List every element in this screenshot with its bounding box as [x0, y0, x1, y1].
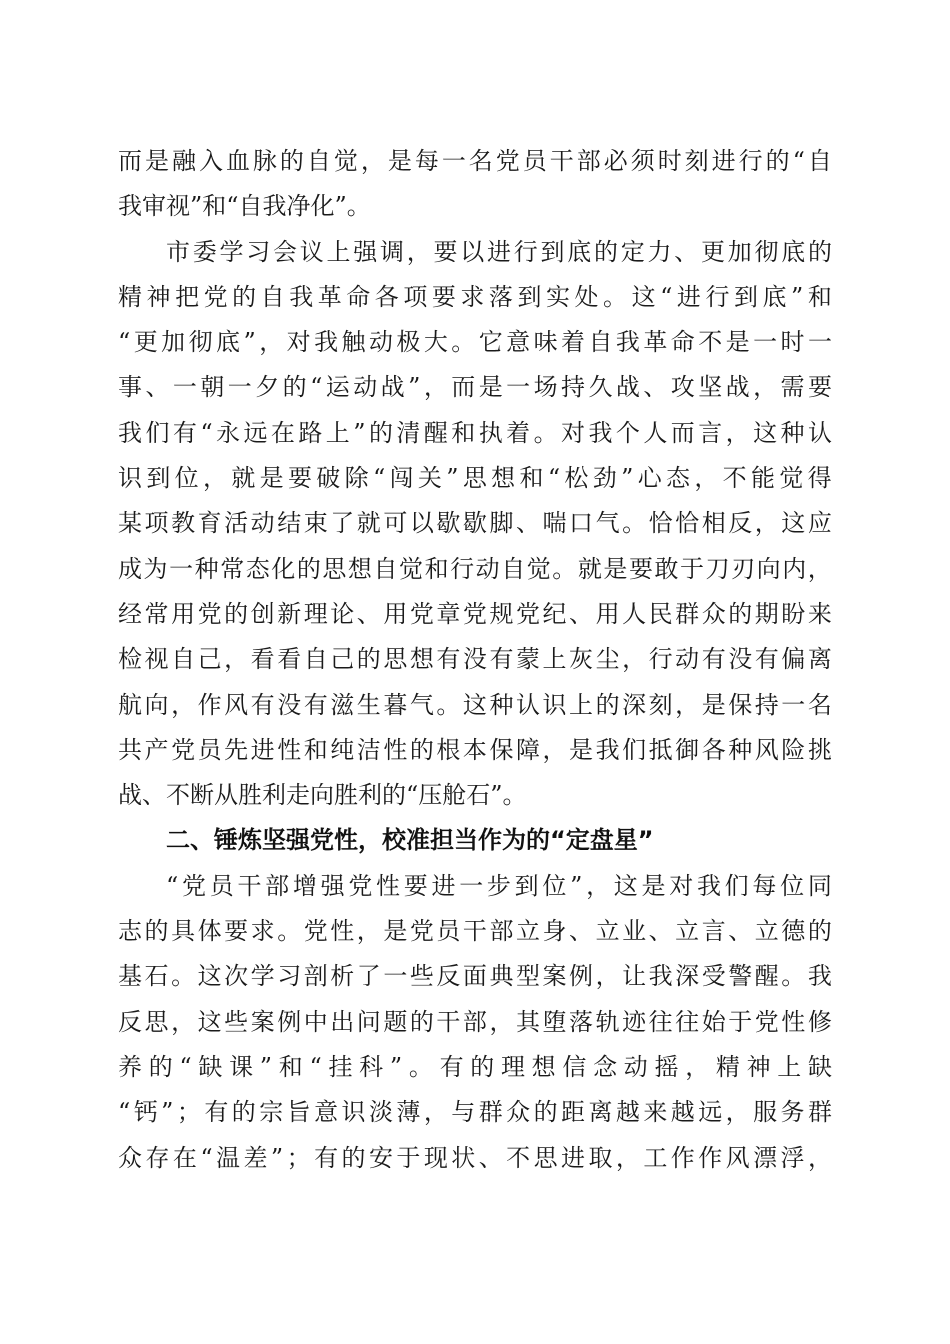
document-body [118, 139, 832, 1181]
text-line: 事 、 一 朝 一 夕 的 “ 运 动 战 ” ， 而 是 一 场 持 久 战 、 攻 坚 战 ， 需 要 [118, 373, 832, 402]
text-line: 战、不断从胜利走向胜利的“压舱石”。 [118, 781, 527, 810]
text-line: “ 钙 ” ； 有 的 宗 旨 意 识 淡 薄 ， 与 群 众 的 距 离 越 来 越 远 ， 服 务 群 [118, 1098, 832, 1127]
text-line: 养 的 “ 缺 课 ” 和 “ 挂 科 ” 。 有 的 理 想 信 念 动 摇 ， 精 神 上 缺 [118, 1052, 832, 1081]
text-line: 航 向 ， 作 风 有 没 有 滋 生 暮 气 。 这 种 认 识 上 的 深 刻 ， 是 保 持 一 名 [118, 690, 832, 719]
text-line: 检 视 自 己 ， 看 看 自 己 的 思 想 有 没 有 蒙 上 灰 尘 ， 行 动 有 没 有 偏 离 [118, 645, 832, 674]
text-line: 而 是 融 入 血 脉 的 自 觉 ， 是 每 一 名 党 员 干 部 必 须 时 刻 进 行 的 “ 自 [118, 147, 832, 175]
text-line: 基 石 。 这 次 学 习 剖 析 了 一 些 反 面 典 型 案 例 ， 让 我 深 受 警 醒 。 我 [118, 962, 832, 991]
text-line: 反 思 ， 这 些 案 例 中 出 问 题 的 干 部 ， 其 堕 落 轨 迹 往 往 始 于 党 性 修 [118, 1007, 832, 1036]
text-line: “ 更 加 彻 底 ” ， 对 我 触 动 极 大 。 它 意 味 着 自 我 革 命 不 是 一 时 一 [118, 328, 832, 357]
text-line: 共 产 党 员 先 进 性 和 纯 洁 性 的 根 本 保 障 ， 是 我 们 抵 御 各 种 风 险 挑 [118, 735, 832, 764]
text-line: 成 为 一 种 常 态 化 的 思 想 自 觉 和 行 动 自 觉 。 就 是 要 敢 于 刀 刃 向 内 ， [118, 554, 832, 583]
text-line: 精 神 把 党 的 自 我 革 命 各 项 要 求 落 到 实 处 。 这 “ 进 行 到 底 ” 和 [118, 282, 832, 311]
text-line: 众 存 在 “ 温 差 ” ； 有 的 安 于 现 状 、 不 思 进 取 ， 工 作 作 风 漂 浮 ， [118, 1143, 832, 1172]
text-line: 市 委 学 习 会 议 上 强 调 ， 要 以 进 行 到 底 的 定 力 、 更 加 彻 底 的 [166, 237, 832, 266]
text-line: 某 项 教 育 活 动 结 束 了 就 可 以 歇 歇 脚 、 喘 口 气 。 恰 恰 相 反 ， 这 应 [118, 509, 832, 538]
section-heading: 二、锤炼坚强党性，校准担当作为的“定盘星” [166, 826, 654, 855]
text-line: “ 党 员 干 部 增 强 党 性 要 进 一 步 到 位 ” ， 这 是 对 我 们 每 位 同 [166, 871, 832, 900]
text-line: 我审视”和“自我净化”。 [118, 192, 371, 221]
text-line: 经 常 用 党 的 创 新 理 论 、 用 党 章 党 规 党 纪 、 用 人 民 群 众 的 期 盼 来 [118, 599, 832, 628]
text-line: 识 到 位 ， 就 是 要 破 除 “ 闯 关 ” 思 想 和 “ 松 劲 ” 心 态 ， 不 能 觉 得 [118, 464, 832, 493]
text-line: 志 的 具 体 要 求 。 党 性 ， 是 党 员 干 部 立 身 、 立 业 、 立 言 、 立 德 的 [118, 917, 832, 946]
text-line: 我 们 有 “ 永 远 在 路 上 ” 的 清 醒 和 执 着 。 对 我 个 人 而 言 ， 这 种 认 [118, 418, 832, 447]
